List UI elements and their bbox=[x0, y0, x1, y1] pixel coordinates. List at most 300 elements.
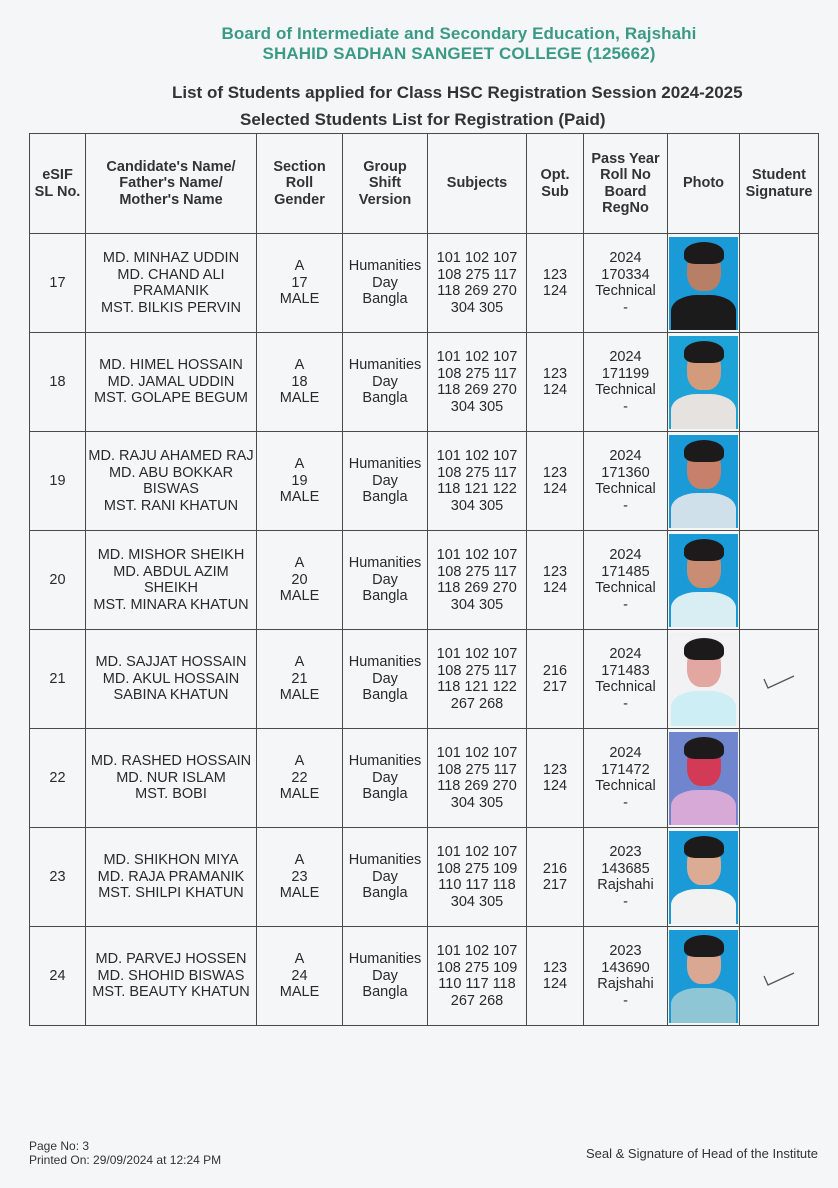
document-subtitle: Selected Students List for Registration (Paid) bbox=[240, 110, 606, 129]
group-shift-version-line: Bangla bbox=[362, 489, 408, 506]
student-photo bbox=[669, 930, 738, 1023]
section-roll-gender bbox=[257, 234, 343, 333]
signature-cell bbox=[740, 333, 819, 432]
header-line: Sub bbox=[541, 183, 569, 200]
group-shift-version-line: Bangla bbox=[362, 291, 408, 308]
group-shift-version-line: Day bbox=[372, 868, 398, 885]
photo-cell bbox=[668, 531, 740, 630]
section-roll-gender-line: A bbox=[294, 852, 305, 869]
students-table bbox=[29, 133, 819, 1026]
photo-shirt bbox=[671, 295, 736, 330]
section-roll-gender-line: MALE bbox=[279, 489, 320, 506]
candidate-names-line: MST. SHILPI KHATUN bbox=[98, 885, 244, 902]
photo-shirt bbox=[671, 790, 736, 825]
column-header-photo bbox=[668, 134, 740, 234]
group-shift-version-line: Bangla bbox=[362, 390, 408, 407]
subjects bbox=[428, 630, 527, 729]
optional-subjects bbox=[527, 531, 584, 630]
candidate-names-line: MD. NUR ISLAM bbox=[116, 769, 226, 786]
subjects-line: 267 268 bbox=[450, 695, 504, 712]
group-shift-version-line: Bangla bbox=[362, 588, 408, 605]
header-line: Father's Name/ bbox=[119, 175, 223, 192]
section-roll-gender-line: A bbox=[294, 456, 305, 473]
optional-subjects bbox=[527, 333, 584, 432]
subjects-line: 108 275 109 bbox=[436, 860, 518, 877]
group-shift-version-line: Humanities bbox=[348, 456, 422, 473]
photo-shirt bbox=[671, 889, 736, 924]
column-header-candidate-names bbox=[86, 134, 257, 234]
sl-number: 24 bbox=[30, 927, 86, 1026]
group-shift-version bbox=[343, 333, 428, 432]
student-photo bbox=[669, 336, 738, 429]
signature-cell bbox=[740, 729, 819, 828]
subjects bbox=[428, 927, 527, 1026]
pass-roll-board-reg-line: Technical bbox=[595, 283, 656, 299]
subjects-line: 108 275 109 bbox=[436, 959, 518, 976]
photo-hair bbox=[684, 836, 724, 858]
subjects-line: 101 102 107 bbox=[436, 448, 518, 464]
subjects-line: 108 275 117 bbox=[437, 662, 517, 679]
subjects-line: 304 305 bbox=[450, 596, 504, 613]
optional-subjects-line: 123 bbox=[542, 266, 568, 283]
header-line: Board bbox=[604, 183, 647, 200]
pass-roll-board-reg-line: - bbox=[623, 992, 628, 1009]
candidate-names-line: PRAMANIK bbox=[133, 283, 209, 299]
subjects-line: 304 305 bbox=[450, 299, 504, 316]
header-line: Group bbox=[363, 158, 407, 175]
student-photo bbox=[669, 633, 738, 726]
group-shift-version-line: Day bbox=[372, 274, 398, 291]
candidate-names-line: MST. BOBI bbox=[135, 786, 207, 803]
pass-roll-board-reg-line: - bbox=[623, 497, 628, 514]
optional-subjects-line: 124 bbox=[542, 976, 568, 992]
candidate-names-line: MST. RANI KHATUN bbox=[103, 497, 239, 514]
candidate-names-line: SABINA KHATUN bbox=[113, 687, 229, 704]
student-photo bbox=[669, 831, 738, 924]
group-shift-version-line: Bangla bbox=[362, 984, 408, 1001]
section-roll-gender-line: 22 bbox=[291, 769, 308, 786]
table-row bbox=[30, 828, 819, 927]
pass-roll-board-reg bbox=[584, 729, 668, 828]
photo-hair bbox=[684, 539, 724, 561]
table-row bbox=[30, 333, 819, 432]
signature-cell bbox=[740, 234, 819, 333]
signature-cell bbox=[740, 630, 819, 729]
board-name: Board of Intermediate and Secondary Education, Rajshahi bbox=[221, 24, 697, 43]
pass-roll-board-reg-line: 2024 bbox=[609, 250, 642, 266]
header-line: Roll No bbox=[600, 167, 651, 183]
header-line: Gender bbox=[274, 191, 325, 208]
pass-roll-board-reg-line: - bbox=[623, 695, 628, 712]
section-roll-gender-line: MALE bbox=[279, 291, 320, 308]
photo-cell bbox=[668, 729, 740, 828]
pass-roll-board-reg-line: - bbox=[623, 299, 628, 316]
header-line: Pass Year bbox=[591, 150, 660, 167]
candidate-names-line: BISWAS bbox=[143, 481, 199, 497]
group-shift-version-line: Day bbox=[372, 967, 398, 984]
optional-subjects-line: 123 bbox=[542, 761, 568, 778]
sl-number: 18 bbox=[30, 333, 86, 432]
optional-subjects bbox=[527, 927, 584, 1026]
optional-subjects-line: 124 bbox=[542, 382, 568, 398]
candidate-names-line: MD. ABDUL AZIM bbox=[113, 563, 229, 580]
pass-roll-board-reg-line: Technical bbox=[595, 382, 656, 398]
pass-roll-board-reg-line: 2024 bbox=[609, 646, 642, 662]
subjects-line: 118 121 122 bbox=[437, 481, 517, 497]
pass-roll-board-reg-line: Rajshahi bbox=[597, 976, 654, 992]
table-body bbox=[30, 234, 819, 1026]
candidate-names-line: MD. JAMAL UDDIN bbox=[107, 373, 235, 390]
subjects bbox=[428, 234, 527, 333]
optional-subjects-line: 124 bbox=[542, 283, 568, 299]
group-shift-version-line: Day bbox=[372, 472, 398, 489]
photo-hair bbox=[684, 440, 724, 462]
group-shift-version-line: Humanities bbox=[348, 852, 422, 869]
candidate-names-line: MD. RAJA PRAMANIK bbox=[97, 868, 245, 885]
student-photo bbox=[669, 732, 738, 825]
header-line: RegNo bbox=[602, 200, 649, 216]
candidate-names-line: MD. SHOHID BISWAS bbox=[97, 967, 245, 984]
pass-roll-board-reg-line: 171472 bbox=[601, 761, 650, 778]
sl-number: 21 bbox=[30, 630, 86, 729]
seal-signature-label: Seal & Signature of Head of the Institute bbox=[586, 1146, 818, 1161]
section-roll-gender-line: MALE bbox=[279, 984, 320, 1001]
column-header-opt-sub bbox=[527, 134, 584, 234]
section-roll-gender bbox=[257, 630, 343, 729]
header-line: Section bbox=[273, 158, 326, 175]
subjects-line: 304 305 bbox=[450, 398, 504, 415]
optional-subjects bbox=[527, 729, 584, 828]
photo-shirt bbox=[671, 394, 736, 429]
group-shift-version-line: Humanities bbox=[348, 753, 422, 770]
photo-cell bbox=[668, 828, 740, 927]
table-row bbox=[30, 927, 819, 1026]
group-shift-version bbox=[343, 531, 428, 630]
candidate-names bbox=[86, 432, 257, 531]
subjects-line: 267 268 bbox=[450, 992, 504, 1009]
table-row bbox=[30, 531, 819, 630]
group-shift-version-line: Day bbox=[372, 571, 398, 588]
pass-roll-board-reg-line: 2024 bbox=[609, 349, 642, 365]
subjects-line: 118 269 270 bbox=[437, 580, 517, 596]
candidate-names-line: MD. MISHOR SHEIKH bbox=[97, 547, 245, 563]
header-line: Subjects bbox=[446, 175, 508, 192]
group-shift-version-line: Day bbox=[372, 670, 398, 687]
subjects-line: 304 305 bbox=[450, 893, 504, 910]
group-shift-version-line: Day bbox=[372, 769, 398, 786]
group-shift-version bbox=[343, 630, 428, 729]
section-roll-gender bbox=[257, 531, 343, 630]
pass-roll-board-reg-line: - bbox=[623, 596, 628, 613]
subjects-line: 108 275 117 bbox=[437, 365, 517, 382]
pass-roll-board-reg-line: 171483 bbox=[601, 662, 650, 679]
subjects-line: 101 102 107 bbox=[436, 547, 518, 563]
subjects-line: 108 275 117 bbox=[437, 761, 517, 778]
pass-roll-board-reg-line: 2023 bbox=[609, 943, 642, 959]
candidate-names-line: MD. MINHAZ UDDIN bbox=[102, 250, 240, 266]
optional-subjects-line: 123 bbox=[542, 365, 568, 382]
section-roll-gender-line: A bbox=[294, 258, 305, 275]
sl-number: 20 bbox=[30, 531, 86, 630]
candidate-names-line: MD. SHIKHON MIYA bbox=[103, 852, 239, 869]
section-roll-gender bbox=[257, 828, 343, 927]
pass-roll-board-reg bbox=[584, 927, 668, 1026]
section-roll-gender bbox=[257, 432, 343, 531]
photo-cell bbox=[668, 432, 740, 531]
candidate-names bbox=[86, 333, 257, 432]
column-header-subjects bbox=[428, 134, 527, 234]
subjects bbox=[428, 432, 527, 531]
group-shift-version bbox=[343, 234, 428, 333]
candidate-names-line: MD. SAJJAT HOSSAIN bbox=[95, 654, 247, 671]
candidate-names-line: MD. RASHED HOSSAIN bbox=[90, 753, 252, 770]
table-header-row bbox=[30, 134, 819, 234]
optional-subjects bbox=[527, 432, 584, 531]
photo-hair bbox=[684, 737, 724, 759]
photo-hair bbox=[684, 638, 724, 660]
header-line: Mother's Name bbox=[119, 191, 223, 208]
pass-roll-board-reg-line: 2024 bbox=[609, 745, 642, 761]
section-roll-gender bbox=[257, 927, 343, 1026]
table-row bbox=[30, 630, 819, 729]
pass-roll-board-reg-line: 2023 bbox=[609, 844, 642, 860]
pass-roll-board-reg-line: Technical bbox=[595, 679, 656, 695]
signature-cell bbox=[740, 432, 819, 531]
photo-hair bbox=[684, 341, 724, 363]
candidate-names-line: MST. BILKIS PERVIN bbox=[101, 299, 241, 316]
optional-subjects-line: 216 bbox=[542, 662, 568, 679]
section-roll-gender-line: A bbox=[294, 753, 305, 770]
student-photo bbox=[669, 237, 738, 330]
group-shift-version-line: Humanities bbox=[348, 654, 422, 671]
pass-roll-board-reg-line: Technical bbox=[595, 481, 656, 497]
optional-subjects bbox=[527, 828, 584, 927]
section-roll-gender bbox=[257, 729, 343, 828]
pass-roll-board-reg bbox=[584, 531, 668, 630]
printed-on: Printed On: 29/09/2024 at 12:24 PM bbox=[29, 1153, 222, 1167]
header-line: SL No. bbox=[34, 183, 81, 200]
header-line: Version bbox=[358, 191, 412, 208]
group-shift-version-line: Bangla bbox=[362, 786, 408, 803]
header-line: Signature bbox=[745, 183, 813, 200]
candidate-names-line: MD. CHAND ALI bbox=[117, 266, 225, 283]
optional-subjects-line: 124 bbox=[542, 481, 568, 497]
photo-cell bbox=[668, 630, 740, 729]
candidate-names bbox=[86, 729, 257, 828]
optional-subjects-line: 123 bbox=[542, 464, 568, 481]
section-roll-gender-line: A bbox=[294, 555, 305, 572]
section-roll-gender-line: MALE bbox=[279, 786, 320, 803]
optional-subjects bbox=[527, 234, 584, 333]
subjects-line: 101 102 107 bbox=[436, 250, 518, 266]
group-shift-version-line: Humanities bbox=[348, 555, 422, 572]
column-header-student-signature bbox=[740, 134, 819, 234]
subjects-line: 101 102 107 bbox=[436, 745, 518, 761]
optional-subjects-line: 124 bbox=[542, 778, 568, 794]
pass-roll-board-reg-line: 170334 bbox=[601, 266, 650, 283]
photo-shirt bbox=[671, 493, 736, 528]
optional-subjects-line: 217 bbox=[542, 877, 568, 893]
section-roll-gender-line: 24 bbox=[291, 967, 308, 984]
group-shift-version bbox=[343, 432, 428, 531]
optional-subjects-line: 124 bbox=[542, 580, 568, 596]
pass-roll-board-reg bbox=[584, 630, 668, 729]
pass-roll-board-reg-line: - bbox=[623, 794, 628, 811]
header-line: Photo bbox=[682, 175, 725, 192]
group-shift-version bbox=[343, 729, 428, 828]
header-line: Opt. bbox=[540, 167, 570, 183]
candidate-names-line: SHEIKH bbox=[144, 580, 198, 596]
candidate-names bbox=[86, 927, 257, 1026]
column-header-sl-no bbox=[30, 134, 86, 234]
group-shift-version-line: Humanities bbox=[348, 258, 422, 275]
candidate-names bbox=[86, 531, 257, 630]
optional-subjects-line: 216 bbox=[542, 860, 568, 877]
group-shift-version-line: Bangla bbox=[362, 687, 408, 704]
print-info bbox=[29, 1139, 221, 1167]
photo-cell bbox=[668, 234, 740, 333]
optional-subjects-line: 123 bbox=[542, 563, 568, 580]
pass-roll-board-reg-line: 2024 bbox=[609, 448, 642, 464]
candidate-names-line: MD. PARVEJ HOSSEN bbox=[95, 951, 247, 968]
subjects bbox=[428, 828, 527, 927]
candidate-names bbox=[86, 234, 257, 333]
photo-cell bbox=[668, 333, 740, 432]
pass-roll-board-reg-line: Technical bbox=[595, 778, 656, 794]
header-line: Shift bbox=[368, 175, 402, 192]
subjects-line: 101 102 107 bbox=[436, 646, 518, 662]
photo-hair bbox=[684, 242, 724, 264]
subjects-line: 118 269 270 bbox=[437, 382, 517, 398]
section-roll-gender-line: A bbox=[294, 951, 305, 968]
subjects-line: 101 102 107 bbox=[436, 349, 518, 365]
optional-subjects bbox=[527, 630, 584, 729]
subjects-line: 108 275 117 bbox=[437, 563, 517, 580]
section-roll-gender-line: 18 bbox=[291, 373, 308, 390]
sl-number: 23 bbox=[30, 828, 86, 927]
section-roll-gender-line: 19 bbox=[291, 472, 308, 489]
section-roll-gender-line: MALE bbox=[279, 588, 320, 605]
pass-roll-board-reg-line: 143690 bbox=[601, 959, 650, 976]
subjects-line: 101 102 107 bbox=[436, 943, 518, 959]
student-photo bbox=[669, 534, 738, 627]
column-header-group-shift-version bbox=[343, 134, 428, 234]
candidate-names-line: MD. RAJU AHAMED RAJ bbox=[88, 448, 254, 464]
subjects bbox=[428, 333, 527, 432]
header-line: Student bbox=[752, 167, 806, 183]
subjects-line: 118 269 270 bbox=[437, 283, 517, 299]
pass-roll-board-reg-line: Technical bbox=[595, 580, 656, 596]
subjects-line: 118 121 122 bbox=[437, 679, 517, 695]
photo-hair bbox=[684, 935, 724, 957]
pass-roll-board-reg-line: Rajshahi bbox=[597, 877, 654, 893]
pass-roll-board-reg-line: 171199 bbox=[601, 365, 650, 382]
section-roll-gender-line: MALE bbox=[279, 687, 320, 704]
pass-roll-board-reg-line: - bbox=[623, 398, 628, 415]
candidate-names-line: MST. MINARA KHATUN bbox=[93, 596, 249, 613]
pass-roll-board-reg-line: 143685 bbox=[601, 860, 650, 877]
header-line: Candidate's Name/ bbox=[106, 158, 236, 175]
signature-cell bbox=[740, 828, 819, 927]
header-line: Roll bbox=[285, 175, 314, 192]
optional-subjects-line: 217 bbox=[542, 679, 568, 695]
section-roll-gender-line: 23 bbox=[291, 868, 308, 885]
table-row bbox=[30, 432, 819, 531]
subjects-line: 118 269 270 bbox=[437, 778, 517, 794]
group-shift-version-line: Day bbox=[372, 373, 398, 390]
group-shift-version-line: Humanities bbox=[348, 951, 422, 968]
subjects bbox=[428, 729, 527, 828]
photo-shirt bbox=[671, 592, 736, 627]
college-name: SHAHID SADHAN SANGEET COLLEGE (125662) bbox=[262, 44, 656, 63]
group-shift-version bbox=[343, 828, 428, 927]
table-row bbox=[30, 234, 819, 333]
subjects-line: 110 117 118 bbox=[438, 877, 516, 893]
pass-roll-board-reg bbox=[584, 828, 668, 927]
optional-subjects-line: 123 bbox=[542, 959, 568, 976]
pass-roll-board-reg-line: - bbox=[623, 893, 628, 910]
signature-cell bbox=[740, 927, 819, 1026]
group-shift-version-line: Humanities bbox=[348, 357, 422, 374]
section-roll-gender bbox=[257, 333, 343, 432]
section-roll-gender-line: A bbox=[294, 654, 305, 671]
sl-number: 22 bbox=[30, 729, 86, 828]
section-roll-gender-line: 21 bbox=[291, 670, 308, 687]
section-roll-gender-line: 20 bbox=[291, 571, 308, 588]
group-shift-version-line: Bangla bbox=[362, 885, 408, 902]
signature-cell bbox=[740, 531, 819, 630]
pass-roll-board-reg bbox=[584, 432, 668, 531]
pass-roll-board-reg bbox=[584, 333, 668, 432]
subjects-line: 108 275 117 bbox=[437, 266, 517, 283]
sl-number: 19 bbox=[30, 432, 86, 531]
pass-roll-board-reg-line: 171485 bbox=[601, 563, 650, 580]
candidate-names-line: MD. HIMEL HOSSAIN bbox=[99, 357, 243, 374]
photo-shirt bbox=[671, 988, 736, 1023]
column-header-section-roll-gender bbox=[257, 134, 343, 234]
section-roll-gender-line: 17 bbox=[291, 274, 308, 291]
candidate-names-line: MD. AKUL HOSSAIN bbox=[102, 670, 240, 687]
header-line: eSIF bbox=[42, 167, 73, 183]
subjects-line: 110 117 118 bbox=[438, 976, 516, 992]
subjects-line: 101 102 107 bbox=[436, 844, 518, 860]
section-roll-gender-line: MALE bbox=[279, 885, 320, 902]
candidate-names bbox=[86, 630, 257, 729]
document-title: List of Students applied for Class HSC Registration Session 2024-2025 bbox=[172, 83, 743, 102]
photo-cell bbox=[668, 927, 740, 1026]
subjects bbox=[428, 531, 527, 630]
subjects-line: 304 305 bbox=[450, 497, 504, 514]
candidate-names-line: MD. ABU BOKKAR bbox=[108, 464, 234, 481]
table-row bbox=[30, 729, 819, 828]
group-shift-version bbox=[343, 927, 428, 1026]
subjects-line: 304 305 bbox=[450, 794, 504, 811]
section-roll-gender-line: MALE bbox=[279, 390, 320, 407]
check-mark-icon bbox=[762, 673, 796, 691]
pass-roll-board-reg-line: 2024 bbox=[609, 547, 642, 563]
candidate-names-line: MST. BEAUTY KHATUN bbox=[92, 984, 250, 1001]
subjects-line: 108 275 117 bbox=[437, 464, 517, 481]
column-header-pass-roll-board-reg bbox=[584, 134, 668, 234]
section-roll-gender-line: A bbox=[294, 357, 305, 374]
student-photo bbox=[669, 435, 738, 528]
pass-roll-board-reg-line: 171360 bbox=[601, 464, 650, 481]
check-mark-icon bbox=[762, 970, 796, 988]
candidate-names-line: MST. GOLAPE BEGUM bbox=[94, 390, 248, 407]
pass-roll-board-reg bbox=[584, 234, 668, 333]
candidate-names bbox=[86, 828, 257, 927]
photo-shirt bbox=[671, 691, 736, 726]
